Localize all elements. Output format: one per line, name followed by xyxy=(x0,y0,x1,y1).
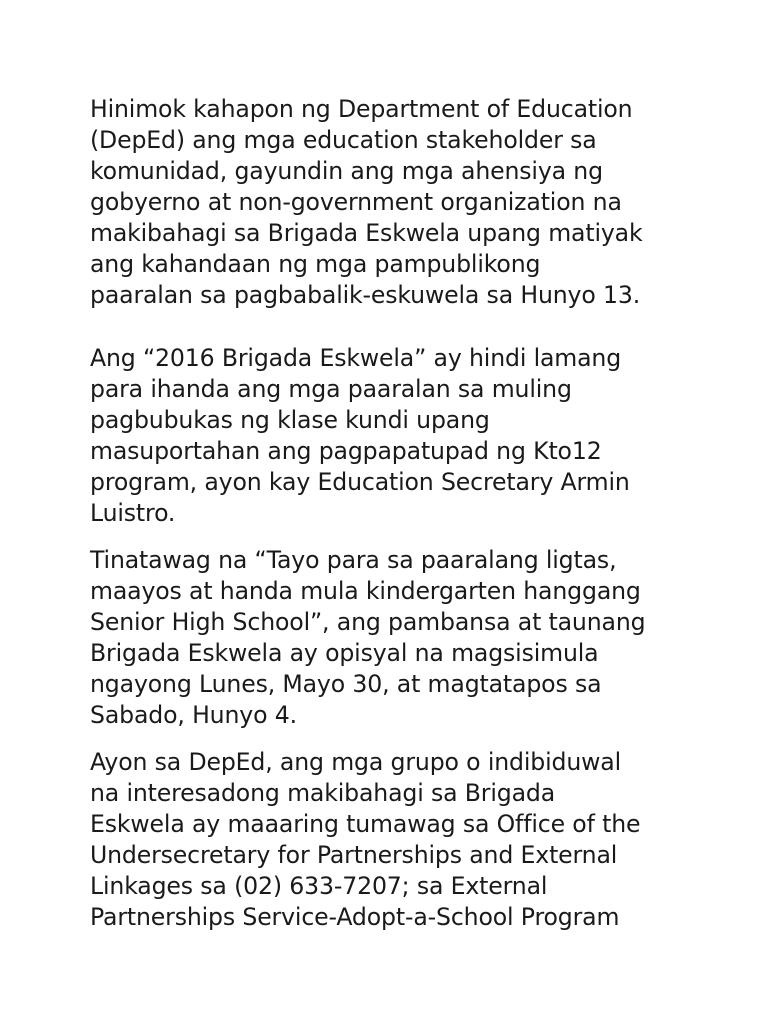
text-line: pagbubukas ng klase kundi upang xyxy=(90,406,490,434)
text-line: Partnerships Service-Adopt-a-School Program xyxy=(90,903,620,931)
text-line: para ihanda ang mga paaralan sa muling xyxy=(90,375,572,403)
text-line: Sabado, Hunyo 4. xyxy=(90,701,297,729)
text-line: komunidad, gayundin ang mga ahensiya ng xyxy=(90,157,603,185)
text-line: Tinatawag na “Tayo para sa paaralang ligtas, xyxy=(90,546,617,574)
text-line: Undersecretary for Partnerships and External xyxy=(90,841,618,869)
text-line: Luistro. xyxy=(90,499,176,527)
text-line: Ayon sa DepEd, ang mga grupo o indibiduwal xyxy=(90,748,621,776)
text-line: Senior High School”, ang pambansa at taunang xyxy=(90,608,646,636)
paragraph-1 xyxy=(90,94,690,311)
text-line: na interesadong makibahagi sa Brigada xyxy=(90,779,556,807)
text-line: Brigada Eskwela ay opisyal na magsisimula xyxy=(90,639,599,667)
paragraph-3 xyxy=(90,545,690,731)
paragraph-spacer xyxy=(90,311,690,343)
text-line: gobyerno at non-government organization na xyxy=(90,188,622,216)
text-line: program, ayon kay Education Secretary Armin xyxy=(90,468,630,496)
text-line: ngayong Lunes, Mayo 30, at magtatapos sa xyxy=(90,670,602,698)
text-line: Ang “2016 Brigada Eskwela” ay hindi lamang xyxy=(90,344,622,372)
paragraph-4 xyxy=(90,747,690,933)
text-line: (DepEd) ang mga education stakeholder sa xyxy=(90,126,597,154)
text-line: Hinimok kahapon ng Department of Education xyxy=(90,95,633,123)
paragraph-spacer xyxy=(90,529,690,545)
text-line: makibahagi sa Brigada Eskwela upang matiyak xyxy=(90,219,643,247)
paragraph-2 xyxy=(90,343,690,529)
text-line: Linkages sa (02) 633-7207; sa External xyxy=(90,872,548,900)
article-body xyxy=(90,94,690,933)
text-line: masuportahan ang pagpapatupad ng Kto12 xyxy=(90,437,602,465)
paragraph-spacer xyxy=(90,731,690,747)
text-line: Eskwela ay maaaring tumawag sa Office of the xyxy=(90,810,641,838)
text-line: maayos at handa mula kindergarten hanggang xyxy=(90,577,641,605)
text-line: paaralan sa pagbabalik-eskuwela sa Hunyo 13. xyxy=(90,281,641,309)
text-line: ang kahandaan ng mga pampublikong xyxy=(90,250,541,278)
